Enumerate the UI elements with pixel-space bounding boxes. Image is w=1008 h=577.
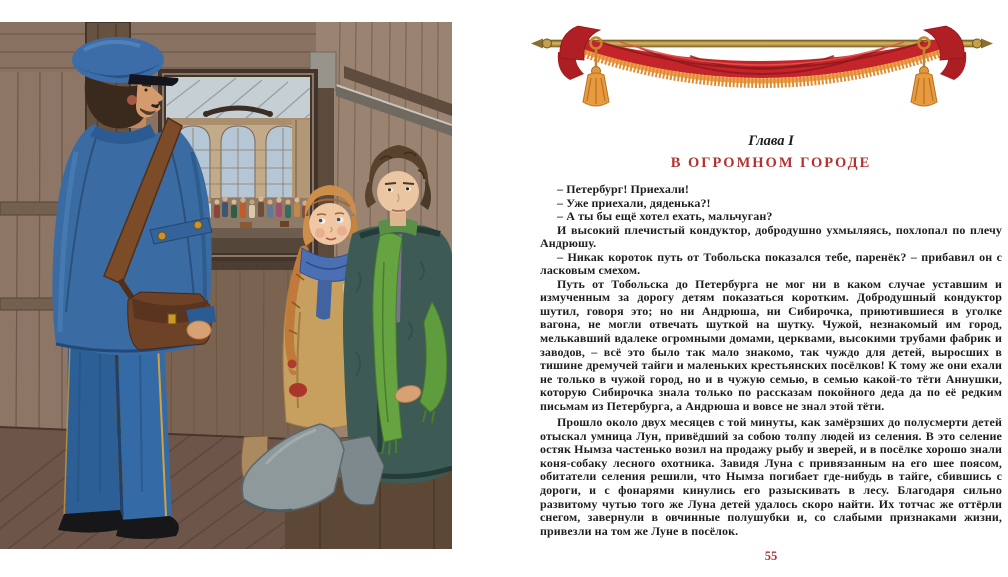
story-paragraph: И высокий плечистый кондуктор, добродушно ухмыляясь, похлопал по плечу Андрюшу. <box>540 222 1002 251</box>
story-illustration <box>0 22 452 549</box>
story-paragraph: Путь от Тобольска до Петербурга не мог ни в каком случае уставшим и измученным за дорогу детям показаться коротким. Добродушный кондуктор шутил, говоря это; но ни Андрюша, ни Сибирочка, приютившиеся в уголке вагона, не могли отвечать шуткой на шутку. Чужой, незнакомый им город, мелькавший вдалеке огромными домами, церквами, высокими трубами фабрик и заводов, – всё это было так мало знакомо, так чуждо для детей, выросших в тишине дремучей тайги и маленьких крестьянских посёлков! К тому же они ехали не только в чужой город, но и в чужую семью, в семью какой-то тёти Аннушки, которую Сибирочка знала только по рассказам покойного деда да по её редким письмам из Петербурга, а Андрюша и вовсе не знал этой тёти. <box>540 276 1002 413</box>
curtain-drape <box>558 26 967 83</box>
chapter-label: Глава I <box>748 133 794 149</box>
story-paragraph: – А ты бы ещё хотел ехать, мальчуган? <box>557 209 773 224</box>
story-paragraph: – Уже приехали, дяденька?! <box>557 195 711 210</box>
story-paragraph: – Никак короток путь от Тобольска показался тебе, паренёк? – прибавил он с ласковым смехом. <box>540 249 1002 278</box>
chapter-title: В ОГРОМНОМ ГОРОДЕ <box>670 155 872 171</box>
story-paragraph: Прошло около двух месяцев с той минуты, как замёрзших до полусмерти детей отыскал умница Лун, привёдший за собою толпу людей из селения. В это селение остяк Нымза частенько возил на продажу рыбу и зверей, и в посёлке хорошо знали коня-собаку лесного охотника. Завидя Луна с привязанным на его шее поясом, обитатели селения решили, что Нымза погибает где-нибудь в тайге, сбившись с дороги, и с фонарями кинулись его разыскивать в лесу. Благодаря сильно развитому чутью того же Луна детей удалось скоро найти. Их тотчас же оттёрли снегом, завернули в овчинные полушубки и, со слабыми признаками жизни, привезли на том же Луне в посёлок. <box>540 415 1002 538</box>
chapter-heading <box>540 133 1002 172</box>
story-text <box>540 183 1002 538</box>
page-number: 55 <box>764 549 778 563</box>
chapter-ornament-curtain <box>530 16 994 118</box>
story-paragraph: – Петербург! Приехали! <box>557 182 690 196</box>
